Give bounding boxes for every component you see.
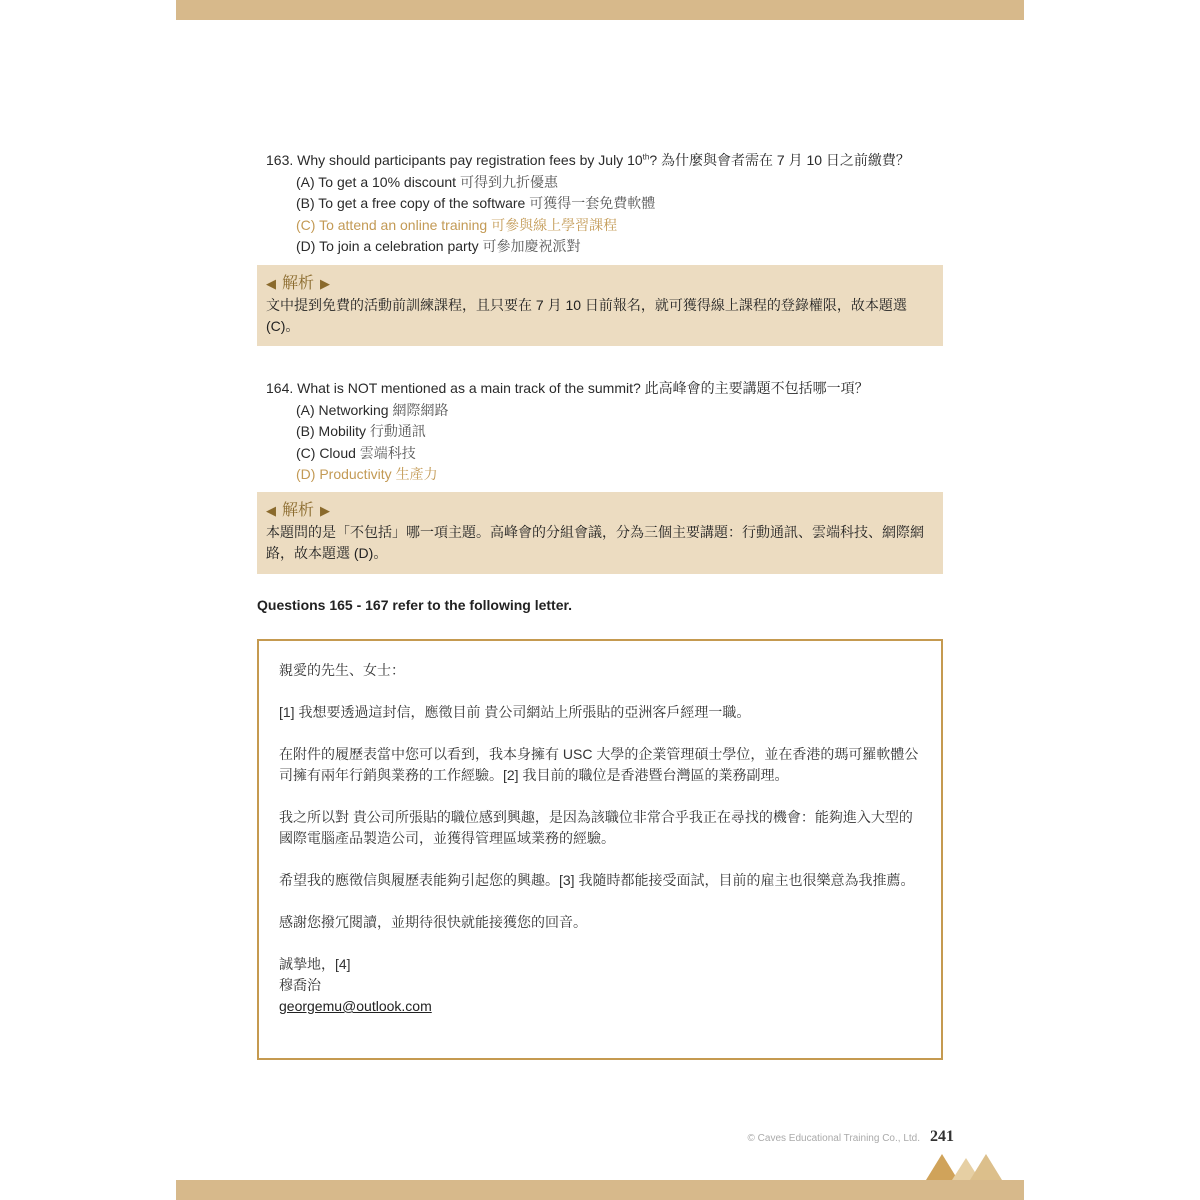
option-c-correct: (C) To attend an online training 可參與線上學習課程 (296, 216, 618, 233)
letter-signature: 穆喬治 (279, 977, 321, 993)
option-d: (D) To join a celebration party 可參加慶祝派對 (296, 238, 581, 254)
letter-box (257, 639, 943, 1060)
option-a: (A) Networking 網際網路 (296, 401, 449, 418)
letter-closing: 誠摯地，[4] (279, 956, 351, 972)
analysis-heading: ◀ 解析 ▶ (266, 500, 934, 522)
letter-paragraph-4: 希望我的應徵信與履歷表能夠引起您的興趣。[3] 我隨時都能接受面試，目前的雇主也很樂意為我推薦。 (279, 872, 915, 888)
analysis-box-163 (257, 265, 943, 346)
logo-triangle-1 (926, 1154, 958, 1180)
triangle-left-icon: ◀ (266, 503, 276, 518)
question-164 (266, 378, 966, 486)
options-list (296, 400, 966, 486)
option-b: (B) Mobility 行動通訊 (296, 423, 426, 439)
options-list (296, 172, 966, 258)
option-a: (A) To get a 10% discount 可得到九折優惠 (296, 173, 558, 190)
letter-paragraph-5: 感謝您撥冗閱讀，並期待很快就能接獲您的回音。 (279, 914, 587, 930)
analysis-heading: ◀ 解析 ▶ (266, 273, 934, 295)
question-stem: 163. Why should participants pay registration fees by July 10th? 為什麼與會者需在 7 月 10 日之前繳費？ (266, 152, 910, 168)
publisher-logo-icon (926, 1152, 1006, 1180)
triangle-right-icon: ▶ (320, 276, 331, 291)
letter-paragraph-3: 我之所以對 貴公司所張貼的職位感到興趣，是因為該職位非常合乎我正在尋找的機會：能夠進入大型的國際電腦產品製造公司，並獲得管理區域業務的經驗。 (279, 809, 913, 846)
logo-triangle-3 (970, 1154, 1002, 1180)
question-stem: 164. What is NOT mentioned as a main track of the summit? 此高峰會的主要講題不包括哪一項？ (266, 380, 869, 396)
analysis-box-164 (257, 492, 943, 574)
page-number: 241 (930, 1128, 954, 1145)
bottom-decorative-band (176, 1180, 1024, 1200)
copyright-text: © Caves Educational Training Co., Ltd. (747, 1133, 920, 1144)
letter-email: georgemu@outlook.com (279, 998, 432, 1014)
option-b: (B) To get a free copy of the software 可獲得一套免費軟體 (296, 195, 656, 211)
letter-paragraph-1: [1] 我想要透過這封信，應徵目前 貴公司網站上所張貼的亞洲客戶經理一職。 (279, 704, 751, 720)
page-footer (748, 1128, 954, 1146)
triangle-right-icon: ▶ (320, 503, 331, 518)
top-decorative-band (176, 0, 1024, 20)
analysis-text: 本題問的是「不包括」哪一項主題。高峰會的分組會議，分為三個主要講題：行動通訊、雲端科技、網際網路，故本題選 (D)。 (266, 524, 924, 561)
letter-salutation: 親愛的先生、女士： (279, 662, 405, 678)
option-c: (C) Cloud 雲端科技 (296, 444, 416, 461)
question-group-title: Questions 165 - 167 refer to the following letter. (257, 597, 573, 613)
question-163 (266, 150, 966, 258)
option-d-correct: (D) Productivity 生產力 (296, 466, 438, 482)
triangle-left-icon: ◀ (266, 276, 276, 291)
analysis-text: 文中提到免費的活動前訓練課程，且只要在 7 月 10 日前報名，就可獲得線上課程的登錄權限，故本題選 (C)。 (266, 297, 907, 334)
letter-paragraph-2: 在附件的履歷表當中您可以看到，我本身擁有 USC 大學的企業管理碩士學位，並在香港的瑪可羅軟體公司擁有兩年行銷與業務的工作經驗。[2] 我目前的職位是香港暨台灣區的業務副理。 (279, 746, 919, 783)
